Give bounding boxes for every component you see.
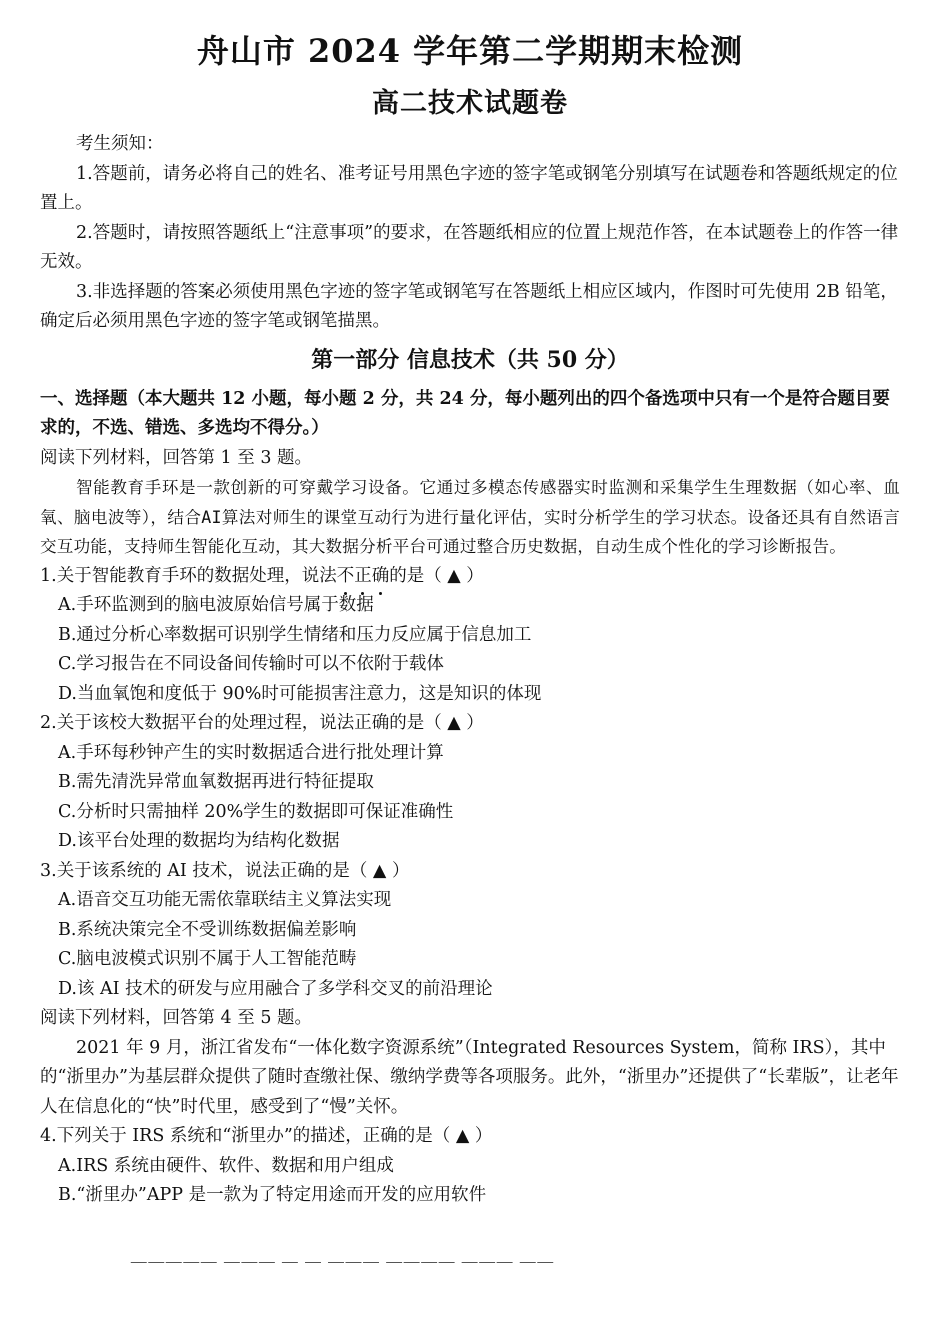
q1-stem-pre: 1.关于智能教育手环的数据处理，说法 bbox=[40, 565, 337, 586]
q1-option-d: D.当血氧饱和度低于 90%时可能损害注意力，这是知识的体现 bbox=[58, 683, 542, 704]
question-1 bbox=[40, 562, 900, 710]
q2-option-a: A.手环每秒钟产生的实时数据适合进行批处理计算 bbox=[58, 742, 444, 763]
q1-emphasis-char: 确 bbox=[372, 562, 390, 592]
q3-option-a: A.语音交互功能无需依靠联结主义算法实现 bbox=[58, 890, 392, 910]
q2-option-d: D.该平台处理的数据均为结构化数据 bbox=[58, 831, 340, 851]
question-1-stem bbox=[40, 562, 900, 592]
question-3 bbox=[40, 857, 900, 1005]
cut-off-text-row bbox=[0, 1262, 950, 1276]
question-2 bbox=[40, 709, 900, 857]
notice-heading: 考生须知： bbox=[76, 134, 164, 154]
q3-option-c: C.脑电波模式识别不属于人工智能范畴 bbox=[58, 949, 357, 969]
q1-option-a: A.手环监测到的脑电波原始信号属于数据 bbox=[58, 595, 374, 615]
material1-lead: 阅读下列材料，回答第 1 至 3 题。 bbox=[40, 447, 313, 468]
material2-lead: 阅读下列材料，回答第 4 至 5 题。 bbox=[40, 1008, 313, 1028]
notice-item-1: 1.答题前，请务必将自己的姓名、准考证号用黑色字迹的签字笔或钢笔分别填写在试题卷和答题纸规定的位置上。 bbox=[40, 163, 898, 213]
q1-option-b: B.通过分析心率数据可识别学生情绪和压力反应属于信息加工 bbox=[58, 624, 532, 645]
q4-option-a: A.IRS 系统由硬件、软件、数据和用户组成 bbox=[58, 1155, 394, 1176]
question-2-stem: 2.关于该校大数据平台的处理过程，说法正确的是（ ▲ ） bbox=[40, 713, 484, 733]
notice-item-2: 2.答题时，请按照答题纸上“注意事项”的要求，在答题纸相应的位置上规范作答，在本试题卷上的作答一律无效。 bbox=[40, 222, 899, 272]
exam-page bbox=[40, 28, 900, 1211]
q3-option-b: B.系统决策完全不受训练数据偏差影响 bbox=[58, 919, 357, 940]
section1-instructions: 一、选择题（本大题共 12 小题，每小题 2 分，共 24 分，每小题列出的四个备选项中只有一个是符合题目要求的，不选、错选、多选均不得分。） bbox=[40, 388, 890, 438]
material2-text: 2021 年 9 月，浙江省发布“一体化数字资源系统”（Integrated Resources System，简称 IRS），其中的“浙里办”为基层群众提供了随时查缴社保、缴纳学费等各项服务。此外，“浙里办”还提供了“长辈版”，让老年人在信息化的“快”时代里，感受到了“慢”关怀。 bbox=[40, 1037, 899, 1117]
q1-emphasis-char: 不 bbox=[337, 562, 355, 592]
question-3-stem: 3.关于该系统的 AI 技术，说法正确的是（ ▲ ） bbox=[40, 860, 410, 881]
notice-block bbox=[40, 130, 900, 337]
q2-option-c: C.分析时只需抽样 20%学生的数据即可保证准确性 bbox=[58, 801, 454, 822]
exam-subtitle: 高二技术试题卷 bbox=[372, 88, 568, 119]
notice-item-3: 3.非选择题的答案必须使用黑色字迹的签字笔或钢笔写在答题纸上相应区域内，作图时可先使用 2B 铅笔，确定后必须用黑色字迹的签字笔或钢笔描黑。 bbox=[40, 281, 898, 331]
question-4-stem: 4.下列关于 IRS 系统和“浙里办”的描述，正确的是（ ▲ ） bbox=[40, 1126, 493, 1146]
question-4 bbox=[40, 1122, 900, 1211]
q2-option-b: B.需先清洗异常血氧数据再进行特征提取 bbox=[58, 772, 374, 792]
q1-option-c: C.学习报告在不同设备间传输时可以不依附于载体 bbox=[58, 654, 444, 674]
part1-title: 第一部分 信息技术（共 50 分） bbox=[311, 346, 629, 373]
cut-off-text-line: ————— ——— — — ——— ———— ——— —— bbox=[130, 1262, 554, 1272]
material1-text: 智能教育手环是一款创新的可穿戴学习设备。它通过多模态传感器实时监测和采集学生生理数据（如心率、血氧、脑电波等），结合AI算法对师生的课堂互动行为进行量化评估，实时分析学生的学习状态。设备还具有自然语言交互功能，支持师生智能化互动，其大数据分析平台可通过整合历史数据，自动生成个性化的学习诊断报告。 bbox=[40, 478, 900, 556]
q1-emphasis-char: 正 bbox=[354, 562, 372, 592]
q4-option-b: B.“浙里办”APP 是一款为了特定用途而开发的应用软件 bbox=[58, 1185, 487, 1205]
q3-option-d: D.该 AI 技术的研发与应用融合了多学科交叉的前沿理论 bbox=[58, 978, 493, 999]
exam-title: 舟山市 2024 学年第二学期期末检测 bbox=[196, 32, 744, 70]
q1-stem-post: 的是（ ▲ ） bbox=[389, 565, 484, 586]
